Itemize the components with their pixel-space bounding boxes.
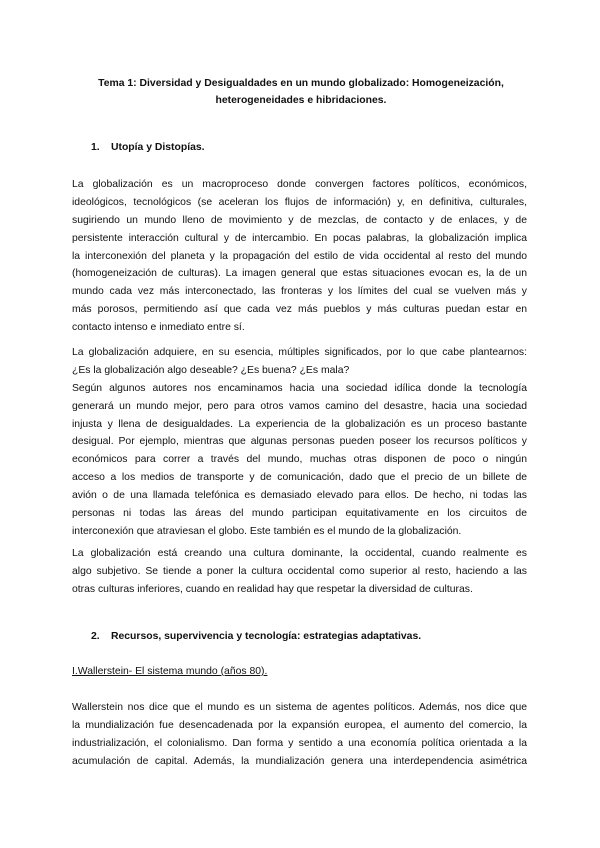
paragraph-line: la mundialización fue desencadenada por la expansión europea, el aumento del comercio, la (72, 719, 527, 731)
paragraph-1 (72, 176, 527, 337)
paragraph-line: La globalización está creando una cultura dominante, la occidental, cuando realmente es (72, 548, 527, 559)
paragraph-line: Según algunos autores nos encaminamos hacia una sociedad idílica donde la tecnología (72, 382, 527, 394)
paragraph-line: generará un mundo mejor, pero para otros vamos camino del desastre, hacia una sociedad (72, 400, 527, 412)
paragraph-line: industrialización, el colonialismo. Dan forma y sentido a una economía política orientada a la (72, 737, 527, 749)
paragraph-line: Wallerstein nos dice que el mundo es un sistema de agentes políticos. Además, nos dice que (72, 702, 527, 713)
paragraph-2 (72, 344, 527, 541)
paragraph-line: mundo cada vez más interconectado, las fronteras y los límites del cual se vuelven más y (72, 286, 527, 298)
paragraph-line: avión o de una llamada telefónica es demasiado elevado para ellos. De hecho, ni todas las (72, 490, 527, 502)
paragraph-line: personas ni todas las áreas del mundo participan equitativamente en los circuitos de (72, 508, 527, 520)
paragraph-line: (homogeneización de culturas). La imagen general que estas situaciones evocan es, la de un (72, 268, 527, 280)
paragraph-line: económicos para correr a través del mundo, muchas otras disponen de poco o ningún (72, 454, 527, 466)
subheading-wallerstein (72, 663, 527, 681)
subheading-text: I.Wallerstein- El sistema mundo (años 80). (72, 666, 268, 677)
paragraph-line: ideológicos, tecnológicos (se aceleran los flujos de información) y, en definitiva, culturales, (72, 196, 527, 208)
section-2-number: 2. (91, 631, 100, 642)
paragraph-3 (72, 545, 527, 599)
paragraph-line: injusta y llena de desigualdades. La experiencia de la globalización es un proceso bastante (72, 418, 527, 430)
paragraph-line: algo subjetivo. Se tiende a poner la cultura occidental como superior al resto, haciendo a las (72, 565, 527, 577)
paragraph-line: La globalización adquiere, en su esencia, múltiples significados, por lo que cabe plantearnos: (72, 347, 527, 358)
paragraph-line: otras culturas inferiores, cuando en realidad hay que respetar la diversidad de culturas. (72, 583, 473, 595)
document-title (70, 76, 532, 109)
paragraph-line: más porosos, permitiendo así que cada vez más pueblos y más culturas puedan estar en (72, 304, 527, 316)
paragraph-line: acumulación de capital. Además, la mundialización genera una interdependencia asimétrica (72, 755, 527, 767)
section-1-number: 1. (91, 142, 100, 153)
section-2-title: Recursos, supervivencia y tecnología: estrategias adaptativas. (111, 631, 422, 642)
paragraph-line: persistente interacción cultural y de intercambio. En pocas palabras, la globalización implica (72, 232, 527, 244)
paragraph-line: acceso a los medios de transporte y de comunicación, dado que el precio de un billete de (72, 472, 527, 484)
section-2-heading (91, 630, 421, 644)
paragraph-line: ¿Es la globalización algo deseable? ¿Es buena? ¿Es mala? (72, 364, 350, 376)
paragraph-line: sugiriendo un mundo lleno de movimiento y de mezclas, de contacto y de enlaces, y de (72, 214, 527, 226)
paragraph-4 (72, 699, 527, 771)
paragraph-line: interconexión que atraviesan el globo. Este también es el mundo de la globalización. (72, 525, 462, 537)
section-1-title: Utopía y Distopías. (111, 142, 205, 153)
title-line: heterogeneidades e hibridaciones. (215, 94, 387, 106)
paragraph-line: desigual. Por ejemplo, mientras que algunas personas pueden poseer los recursos políticos y (72, 436, 527, 448)
paragraph-line: contacto intenso e inmediato entre sí. (72, 322, 245, 334)
title-line: Tema 1: Diversidad y Desigualdades en un mundo globalizado: Homogeneización, (98, 78, 504, 89)
paragraph-line: la interconexión del planeta y la propagación del estilo de vida occidental al resto del mundo (72, 250, 527, 262)
paragraph-line: La globalización es un macroproceso donde convergen factores políticos, económicos, (72, 179, 527, 190)
section-1-heading (91, 141, 205, 155)
